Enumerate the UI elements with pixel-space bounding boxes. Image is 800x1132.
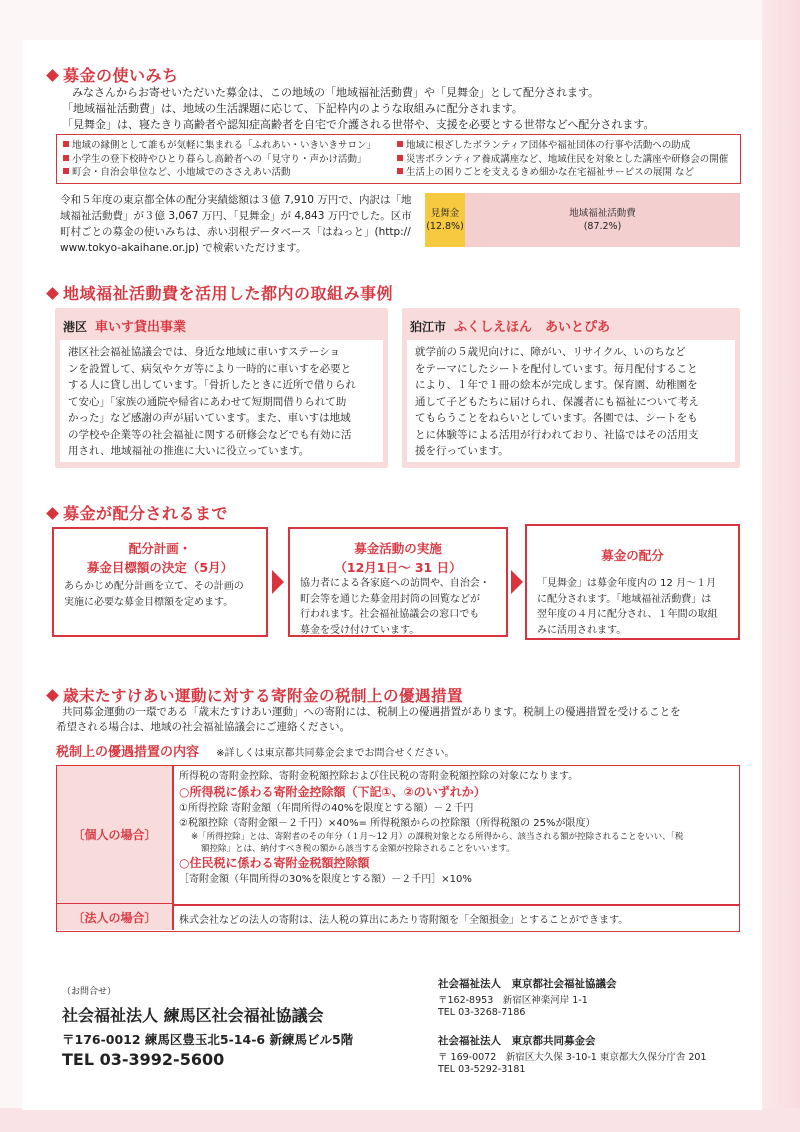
other-address: 〒162-8953 新宿区神楽河岸 1-1	[438, 995, 588, 1006]
case-line: 用され、地域福祉の推進に大いに役立っています。	[68, 445, 310, 457]
case-line: てもらうことをねらいとしています。各園では、シートをも	[415, 412, 698, 424]
square-bullet-icon	[397, 155, 403, 161]
list-item	[397, 153, 728, 167]
individual-heading: ○住民税に係わる寄附金税額控除額	[179, 856, 370, 870]
flow-step-2	[288, 527, 508, 637]
usage-intro-3: 「見舞金」は、寝たきり高齢者や認知症高齢者を自宅で介護される世帯や、支援を必要とする世帯などへ配分されます。	[62, 118, 655, 131]
case-body	[407, 340, 735, 462]
contact-address: 〒176-0012 練馬区豊玉北5-14-6 新練馬ビル5階	[62, 1032, 354, 1047]
case-area: 港区	[63, 320, 88, 334]
list-item	[63, 153, 376, 167]
contact-org: 社会福祉法人 練馬区社会福祉協議会	[62, 1006, 324, 1025]
chart-label-mimaikin: 見舞金	[430, 208, 460, 219]
step-heading-line: 配分計画・	[128, 541, 192, 556]
report-line: www.tokyo-akaihane.or.jp) で検索いただけます。	[60, 242, 307, 254]
diamond-bullet-icon	[46, 69, 59, 82]
individual-line: 所得税の寄附金控除、寄附金税額控除および住民税の寄附金税額控除の対象になります。	[179, 771, 579, 782]
step-heading	[290, 539, 506, 577]
case-text	[68, 344, 356, 460]
case-card-komae	[402, 308, 740, 468]
examples-box	[56, 134, 741, 184]
step-heading	[527, 546, 738, 565]
allocation-chart	[425, 193, 740, 247]
step-line: 募金を受け付けています。	[300, 624, 420, 636]
case-line: する人に貸し出しています。「骨折したときに近所で借りられ	[68, 379, 356, 391]
other-org: 社会福祉法人 東京都社会福祉協議会	[438, 978, 617, 990]
step-text	[537, 576, 718, 638]
step-line: に配分されます。「地域福祉活動費」は	[537, 593, 712, 605]
step-line: 行われます。社会福祉協議会の窓口でも	[300, 609, 480, 620]
usage-intro-2: 「地域福祉活動費」は、地域の生活課題に応じて、下記枠内のような取組みに配分されます。	[62, 102, 523, 115]
list-item	[63, 139, 376, 153]
usage-intro-1: みなさんからお寄せいただいた募金は、この地域の「地域福祉活動費」や「見舞金」として配分されます。	[72, 86, 600, 99]
section-title-flow	[48, 501, 228, 524]
section-title-usage-text: 募金の使いみち	[63, 66, 179, 85]
tax-subtitle: 税制上の優遇措置の内容	[56, 745, 200, 760]
step-heading-line: （12月1日～ 31 日）	[334, 560, 462, 575]
case-title: ふくしえほん あいとぴあ	[454, 320, 611, 335]
examples-right-list	[397, 139, 728, 180]
tax-subnote: ※詳しくは東京都共同募金会までお問合せください。	[216, 748, 455, 759]
other-org: 社会福祉法人 東京都共同募金会	[438, 1035, 596, 1047]
individual-option: ②税額控除（寄附金額－２千円）×40%= 所得税額からの控除額（所得税額の 25%が限度）	[179, 818, 596, 829]
contact-tel: TEL 03-3992-5600	[62, 1050, 225, 1069]
tax-subtitle-row	[56, 741, 455, 760]
diamond-bullet-icon	[46, 689, 59, 702]
case-line: て安心」「家族の通院や帰省にあわせて短期間借りられて助	[68, 395, 347, 408]
individual-note: ※「所得控除」とは、寄附者のその年分（１月～12 月）の課税対象となる所得から、該当される額が控除されることをいい、「税	[191, 832, 684, 842]
individual-label: 〔個人の場合〕	[57, 766, 172, 904]
chart-label-chiiki: 地域福祉活動費	[569, 208, 636, 219]
case-body	[60, 340, 383, 462]
step-heading-line: 募金活動の実施	[354, 541, 442, 556]
list-item	[397, 139, 728, 153]
case-line: の学校や企業等の社会福祉に関する研修会などでも有効に活	[68, 428, 352, 441]
case-line: 港区社会福祉協議会では、身近な地域に車いすステーショ	[68, 346, 340, 358]
section-title-tax	[48, 684, 463, 706]
other-tel: TEL 03-3268-7186	[438, 1007, 526, 1018]
step-line: 実施に必要な募金目標額を定めます。	[64, 596, 234, 608]
case-line: とに体験等による活用が行われており、社協ではその活用支	[415, 428, 699, 441]
step-line: あらかじめ配分計画を立て、その計画の	[64, 581, 244, 592]
case-line: かった」など感謝の声が届いています。また、車いすは地域	[68, 412, 351, 424]
list-item-text: 生活上の困りごとを支えるきめ細かな在宅福祉サービスの展開 など	[406, 167, 695, 178]
section-title-flow-text: 募金が配分されるまで	[63, 504, 229, 523]
flow-step-3	[525, 524, 740, 640]
diamond-bullet-icon	[46, 287, 59, 300]
tax-intro-1: 共同募金運動の一環である「歳末たすけあい運動」への寄附には、税制上の優遇措置があります。税制上の優遇措置を受けることを	[62, 706, 681, 718]
examples-left-list	[63, 139, 376, 180]
case-line: により、１年で１冊の絵本が完成します。保育園、幼稚園を	[415, 379, 698, 391]
list-item-text: 地域の縁側として誰もが気軽に集まれる「ふれあい・いきいきサロン」	[72, 140, 377, 151]
case-line: 就学前の５歳児向けに、障がい、リサイクル、いのちなど	[415, 346, 686, 358]
square-bullet-icon	[397, 141, 403, 147]
case-heading	[410, 316, 610, 335]
corporate-text: 株式会社などの法人の寄附は、法人税の算出にあたり寄附額を「全額損金」とすることができます。	[179, 915, 629, 926]
individual-content	[179, 770, 683, 887]
page-edge-shadow	[762, 0, 800, 1132]
step-line: 「見舞金」は募金年度内の 12 月～１月	[537, 578, 717, 589]
step-text	[300, 576, 490, 638]
step-line: 町会等を通じた募金用封筒の回覧などが	[300, 593, 480, 605]
tax-table	[56, 765, 740, 932]
square-bullet-icon	[63, 155, 69, 161]
chart-segment-mimaikin	[425, 193, 465, 247]
step-heading-line: 募金目標額の決定（5月）	[86, 560, 234, 575]
case-line: ンを設置して、病気やケガ等により一時的に車いすを必要と	[68, 362, 352, 375]
list-item-text: 小学生の登下校時やひとり暮らし高齢者への「見守り・声かけ活動」	[72, 153, 367, 165]
case-card-minato	[55, 308, 388, 468]
other-address: 〒 169-0072 新宿区大久保 3-10-1 東京都大久保分庁舎 201	[438, 1052, 707, 1063]
square-bullet-icon	[63, 168, 69, 174]
list-item-text: 地域に根ざしたボランティア団体や福祉団体の行事や活動への助成	[406, 140, 691, 151]
flow-arrow-icon	[272, 570, 284, 594]
tax-intro-2: 希望される場合は、地域の社会福祉協議会にご連絡ください。	[56, 721, 350, 733]
chart-segment-chiiki	[465, 193, 740, 247]
section-title-cases	[48, 281, 393, 304]
step-line: みに活用されます。	[537, 624, 627, 636]
report-line: 令和５年度の東京都全体の配分実績総額は３億 7,910 万円で、内訳は「地	[60, 194, 412, 206]
section-title-usage	[48, 63, 179, 86]
case-title: 車いす貸出事業	[95, 320, 187, 335]
square-bullet-icon	[397, 168, 403, 174]
flow-step-1	[52, 527, 268, 637]
individual-option: ①所得控除 寄附金額（年間所得の40%を限度とする額）－２千円	[179, 803, 474, 814]
chart-value-chiiki: (87.2%)	[583, 221, 622, 232]
usage-report	[60, 192, 412, 256]
case-text	[415, 344, 699, 460]
list-item	[63, 166, 376, 180]
list-item-text: 災害ボランティア養成講座など、地域住民を対象とした講座や研修会の開催	[406, 153, 729, 165]
case-area: 狛江市	[410, 320, 447, 334]
section-title-tax-text: 歳末たすけあい運動に対する寄附金の税制上の優遇措置	[63, 687, 464, 705]
step-heading-line: 募金の配分	[601, 548, 664, 563]
corporate-label: 〔法人の場合〕	[57, 904, 172, 930]
list-item-text: 町会・自治会単位など、小地域でのささえあい活動	[72, 167, 291, 178]
individual-formula: ［寄附金額（年間所得の30%を限度とする額）－２千円］×10%	[179, 874, 472, 885]
individual-note: 額控除」とは、納付すべき税の額から該当する金額が控除されることをいいます。	[201, 844, 515, 854]
page-bottom-shadow	[0, 1108, 800, 1132]
report-line: 域福祉活動費」が３億 3,067 万円、「見舞金」が 4,843 万円でした。区市	[60, 210, 412, 222]
step-text	[64, 579, 244, 610]
flow-arrow-icon	[511, 570, 523, 594]
chart-value-mimaikin: (12.8%)	[426, 221, 464, 232]
step-line: 協力者による各家庭への訪問や、自治会・	[300, 578, 490, 589]
report-line: 町村ごとの募金の使いみちは、赤い羽根データベース「はねっと」(http://	[60, 226, 411, 238]
list-item	[397, 166, 728, 180]
contact-label: （お問合せ）	[62, 987, 117, 997]
diamond-bullet-icon	[46, 507, 59, 520]
case-line: 援を行っています。	[415, 445, 509, 457]
table-divider	[172, 904, 739, 906]
case-heading	[63, 316, 186, 335]
case-line: 通して子どもたちに届けられ、保護者にも福祉について考え	[415, 395, 699, 408]
case-line: をテーマにしたシートを配付しています。毎月配付すること	[415, 362, 698, 375]
square-bullet-icon	[63, 141, 69, 147]
step-line: 翌年度の４月に配分され、１年間の取組	[537, 609, 718, 620]
other-tel: TEL 03-5292-3181	[438, 1064, 526, 1075]
section-title-cases-text: 地域福祉活動費を活用した都内の取組み事例	[63, 284, 394, 303]
individual-heading: ○所得税に係わる寄附金控除額（下記①、②のいずれか）	[179, 785, 486, 799]
step-heading	[54, 539, 266, 577]
